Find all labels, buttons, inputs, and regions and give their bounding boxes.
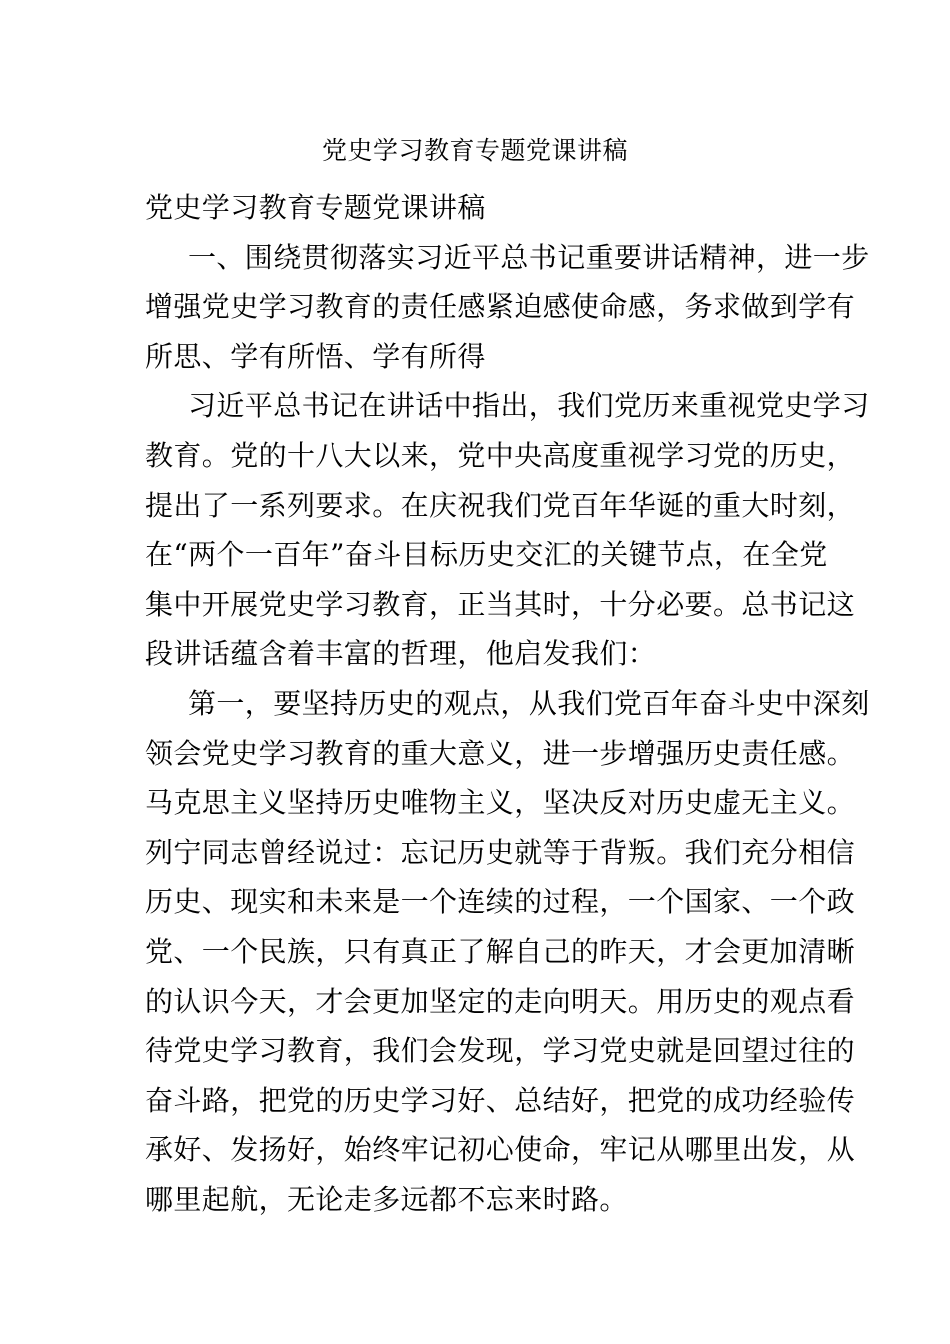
- paragraph-line: 在“两个一百年”奋斗目标历史交汇的关键节点，在全党: [145, 538, 828, 572]
- subtitle-line: 党史学习教育专题党课讲稿: [145, 191, 486, 224]
- paragraph-line: 习近平总书记在讲话中指出，我们党历来重视党史学习: [188, 389, 870, 423]
- heading-line: 所思、学有所悟、学有所得: [145, 339, 486, 373]
- paragraph-line: 的认识今天，才会更加坚定的走向明天。用历史的观点看: [145, 984, 856, 1018]
- paragraph-line: 待党史学习教育，我们会发现，学习党史就是回望过往的: [145, 1034, 856, 1068]
- document-body: [145, 183, 870, 1224]
- heading-line: 一、围绕贯彻落实习近平总书记重要讲话精神，进一步: [188, 240, 870, 274]
- heading-line: 增强党史学习教育的责任感紧迫感使命感，务求做到学有: [145, 290, 856, 324]
- paragraph-line: 第一，要坚持历史的观点，从我们党百年奋斗史中深刻: [188, 686, 870, 720]
- paragraph-line: 列宁同志曾经说过：忘记历史就等于背叛。我们充分相信: [145, 835, 856, 869]
- paragraph-line: 提出了一系列要求。在庆祝我们党百年华诞的重大时刻，: [145, 488, 856, 522]
- paragraph-line: 哪里起航，无论走多远都不忘来时路。: [145, 1182, 628, 1216]
- paragraph-line: 历史、现实和未来是一个连续的过程，一个国家、一个政: [145, 885, 856, 919]
- paragraph-line: 段讲话蕴含着丰富的哲理，他启发我们：: [145, 637, 657, 671]
- paragraph-line: 马克思主义坚持历史唯物主义，坚决反对历史虚无主义。: [145, 786, 856, 820]
- paragraph-line: 党、一个民族，只有真正了解自己的昨天，才会更加清晰: [145, 934, 856, 968]
- paragraph-line: 教育。党的十八大以来，党中央高度重视学习党的历史，: [145, 438, 856, 472]
- paragraph-line: 领会党史学习教育的重大意义，进一步增强历史责任感。: [145, 736, 856, 770]
- paragraph-line: 集中开展党史学习教育，正当其时，十分必要。总书记这: [145, 587, 856, 621]
- paragraph-line: 承好、发扬好，始终牢记初心使命，牢记从哪里出发，从: [145, 1133, 856, 1167]
- document-title: 党史学习教育专题党课讲稿: [321, 136, 628, 165]
- paragraph-line: 奋斗路，把党的历史学习好、总结好，把党的成功经验传: [145, 1083, 856, 1117]
